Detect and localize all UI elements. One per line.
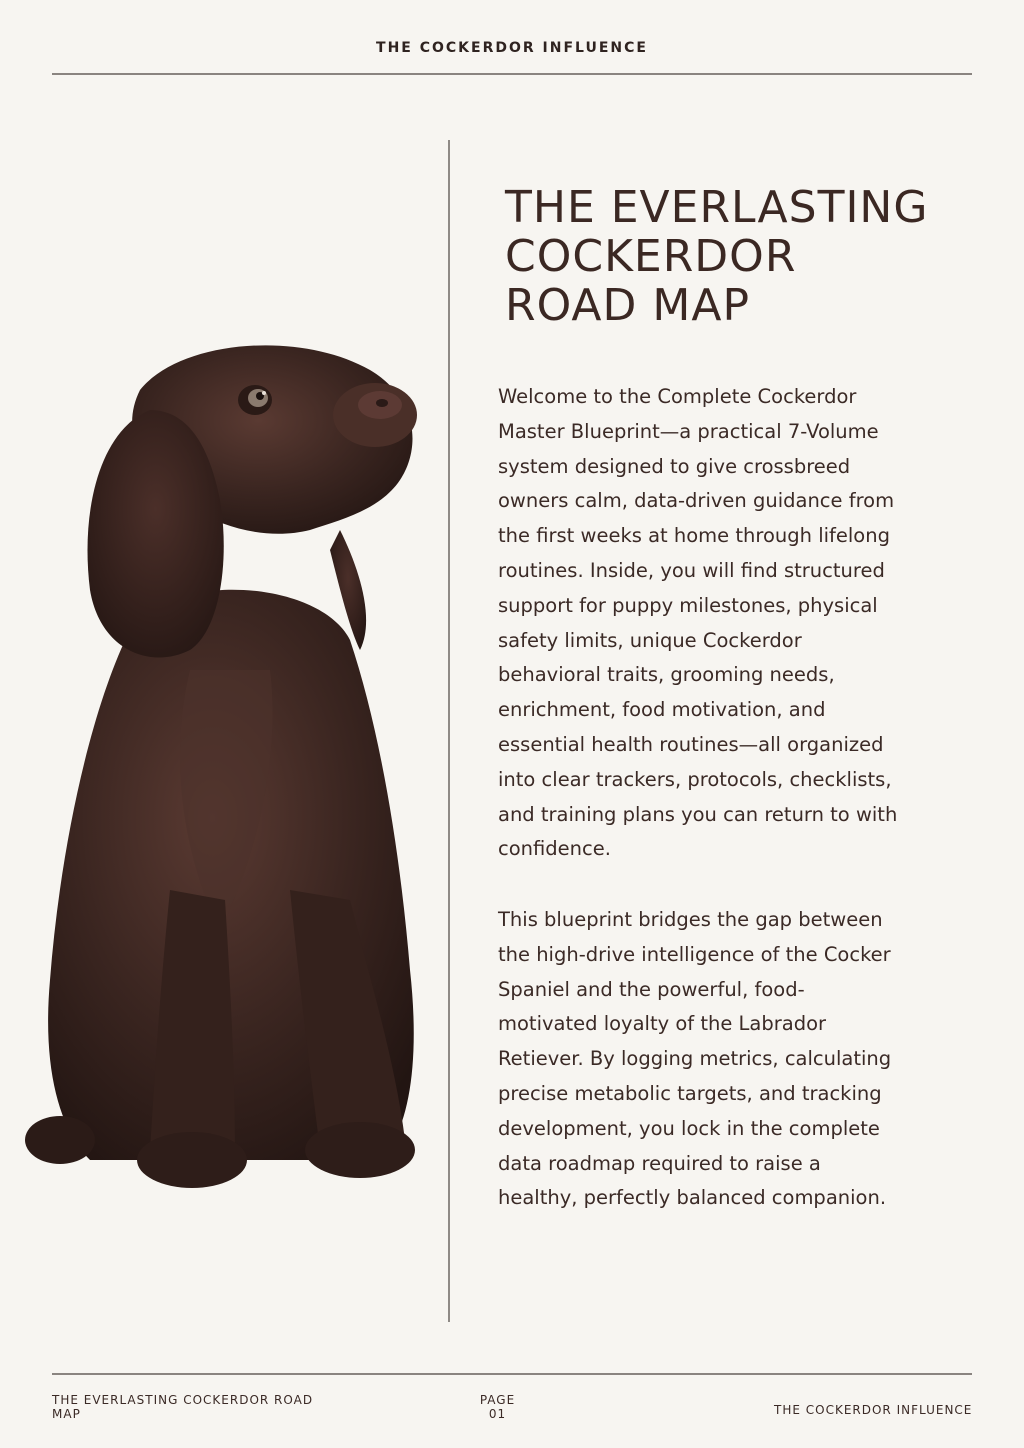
title-line: ROAD MAP <box>505 280 750 331</box>
page-number: 01 <box>488 1407 507 1421</box>
puppy-photo <box>20 330 430 1210</box>
text-line: data roadmap required to raise a <box>498 1151 821 1175</box>
text-line: Spaniel and the powerful, food- <box>498 977 805 1001</box>
page-label: PAGE <box>479 1393 516 1407</box>
text-line: This blueprint bridges the gap between <box>498 908 883 931</box>
text-line: routines. Inside, you will find structured <box>498 558 885 582</box>
text-line: behavioral traits, grooming needs, <box>498 663 835 687</box>
vertical-divider <box>448 140 450 1322</box>
text-line: essential health routines—all organized <box>498 732 884 756</box>
footer-brand: THE COCKERDOR INFLUENCE <box>774 1403 973 1417</box>
text-line: and training plans you can return to with <box>498 802 898 826</box>
footer-divider <box>52 1373 972 1375</box>
text-line: Master Blueprint—a practical 7-Volume <box>498 419 879 443</box>
text-line: Welcome to the Complete Cockerdor <box>498 385 857 408</box>
text-line: owners calm, data-driven guidance from <box>498 489 895 513</box>
text-line: into clear trackers, protocols, checklists, <box>498 767 892 791</box>
text-line: development, you lock in the complete <box>498 1116 880 1140</box>
text-line: motivated loyalty of the Labrador <box>498 1012 827 1036</box>
text-line: enrichment, food motivation, and <box>498 698 826 722</box>
title-line: COCKERDOR <box>505 231 797 282</box>
text-line: the high-drive intelligence of the Cocker <box>498 942 891 966</box>
footer-line: MAP <box>52 1407 81 1421</box>
text-line: system designed to give crossbreed <box>498 454 851 478</box>
text-line: precise metabolic targets, and tracking <box>498 1081 882 1105</box>
footer-line: THE EVERLASTING COCKERDOR ROAD <box>52 1393 314 1407</box>
text-line: safety limits, unique Cockerdor <box>498 628 802 652</box>
title-line: THE EVERLASTING <box>505 182 929 233</box>
header-title: THE COCKERDOR INFLUENCE <box>376 40 648 56</box>
text-line: Retiever. By logging metrics, calculating <box>498 1047 892 1071</box>
text-line: confidence. <box>498 837 611 861</box>
main-title <box>505 183 975 330</box>
footer-doc-title <box>52 1393 352 1421</box>
text-line: support for puppy milestones, physical <box>498 593 878 617</box>
text-line: the first weeks at home through lifelong <box>498 524 890 548</box>
blueprint-paragraph <box>498 903 968 1216</box>
page-indicator <box>470 1393 525 1421</box>
intro-paragraph <box>498 380 968 867</box>
text-line: healthy, perfectly balanced companion. <box>498 1186 887 1210</box>
header-divider <box>52 73 972 75</box>
